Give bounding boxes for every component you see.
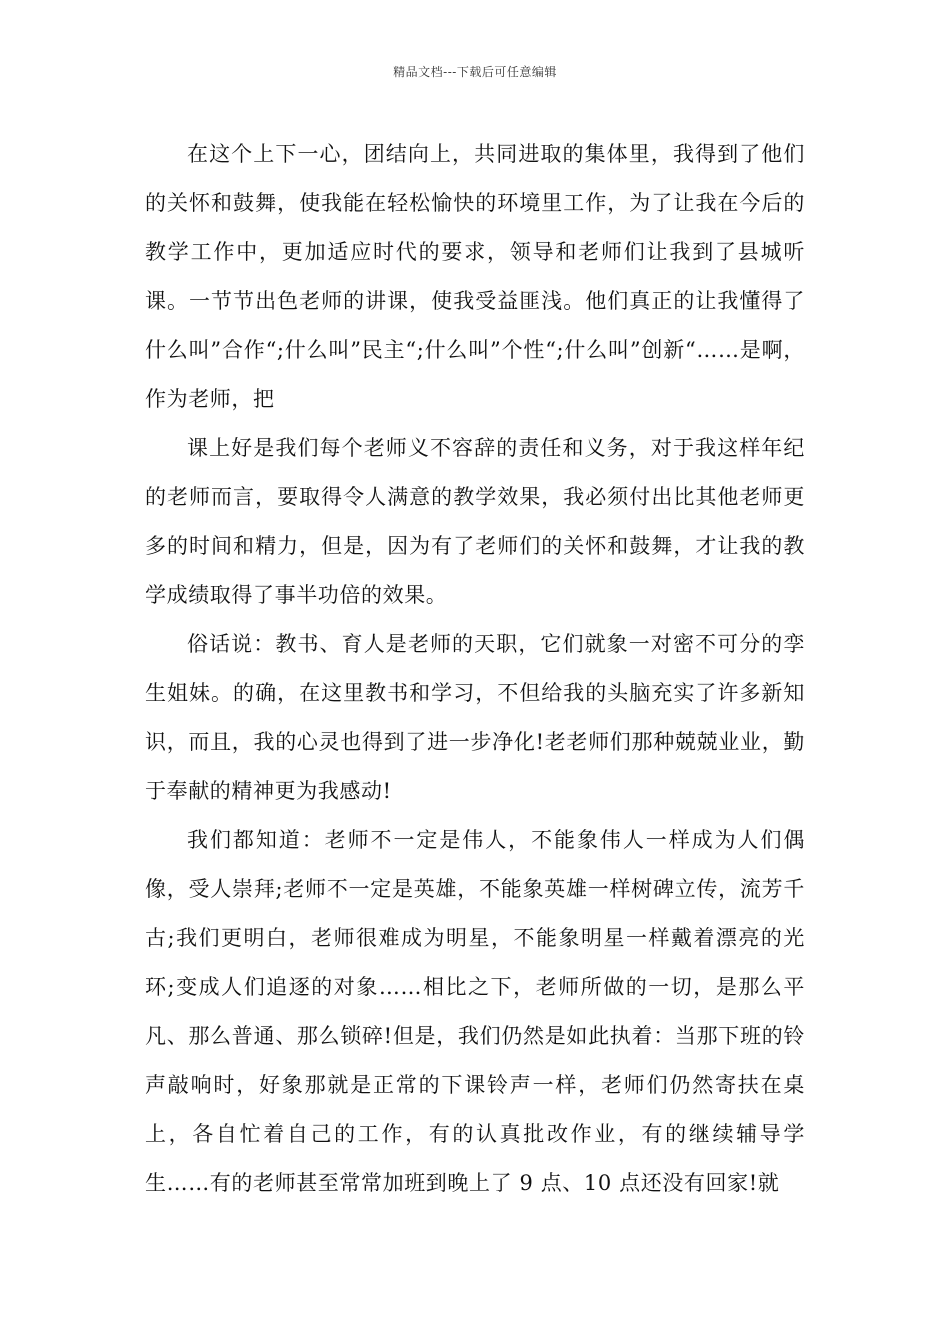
paragraph: 我们都知道：老师不一定是伟人，不能象伟人一样成为人们偶像，受人崇拜;老师不一定是英雄，不能象英雄一样树碑立传，流芳千古;我们更明白，老师很难成为明星，不能象明星一样戴着漂亮的光环;变成人们追逐的对象……相比之下，老师所做的一切，是那么平凡、那么普通、那么锁碎!但是，我们仍然是如此执着：当那下班的铃声敲响时，好象那就是正常的下课铃声一样，老师们仍然寄扶在桌上，各自忙着自己的工作，有的认真批改作业，有的继续辅导学生……有的老师甚至常常加班到晚上了 9 点、10 点还没有回家!就 — [145, 828, 805, 1195]
paragraph: 俗话说：教书、育人是老师的天职，它们就象一对密不可分的孪生姐妹。的确，在这里教书和学习，不但给我的头脑充实了许多新知识，而且，我的心灵也得到了进一步净化!老老师们那种兢兢业业，勤于奉献的精神更为我感动! — [145, 632, 805, 803]
page-header: 精品文档---下载后可任意编辑 — [393, 65, 557, 79]
paragraph: 课上好是我们每个老师义不容辞的责任和义务，对于我这样年纪的老师而言，要取得令人满意的教学效果，我必须付出比其他老师更多的时间和精力，但是，因为有了老师们的关怀和鼓舞，才让我的教学成绩取得了事半功倍的效果。 — [145, 436, 805, 607]
paragraph: 在这个上下一心，团结向上，共同进取的集体里，我得到了他们的关怀和鼓舞，使我能在轻松愉快的环境里工作，为了让我在今后的教学工作中，更加适应时代的要求，领导和老师们让我到了县城听课。一节节出色老师的讲课，使我受益匪浅。他们真正的让我懂得了什么叫”合作“;什么叫”民主“;什么叫”个性“;什么叫”创新“……是啊，作为老师，把 — [145, 142, 805, 411]
document-body — [145, 130, 805, 1208]
